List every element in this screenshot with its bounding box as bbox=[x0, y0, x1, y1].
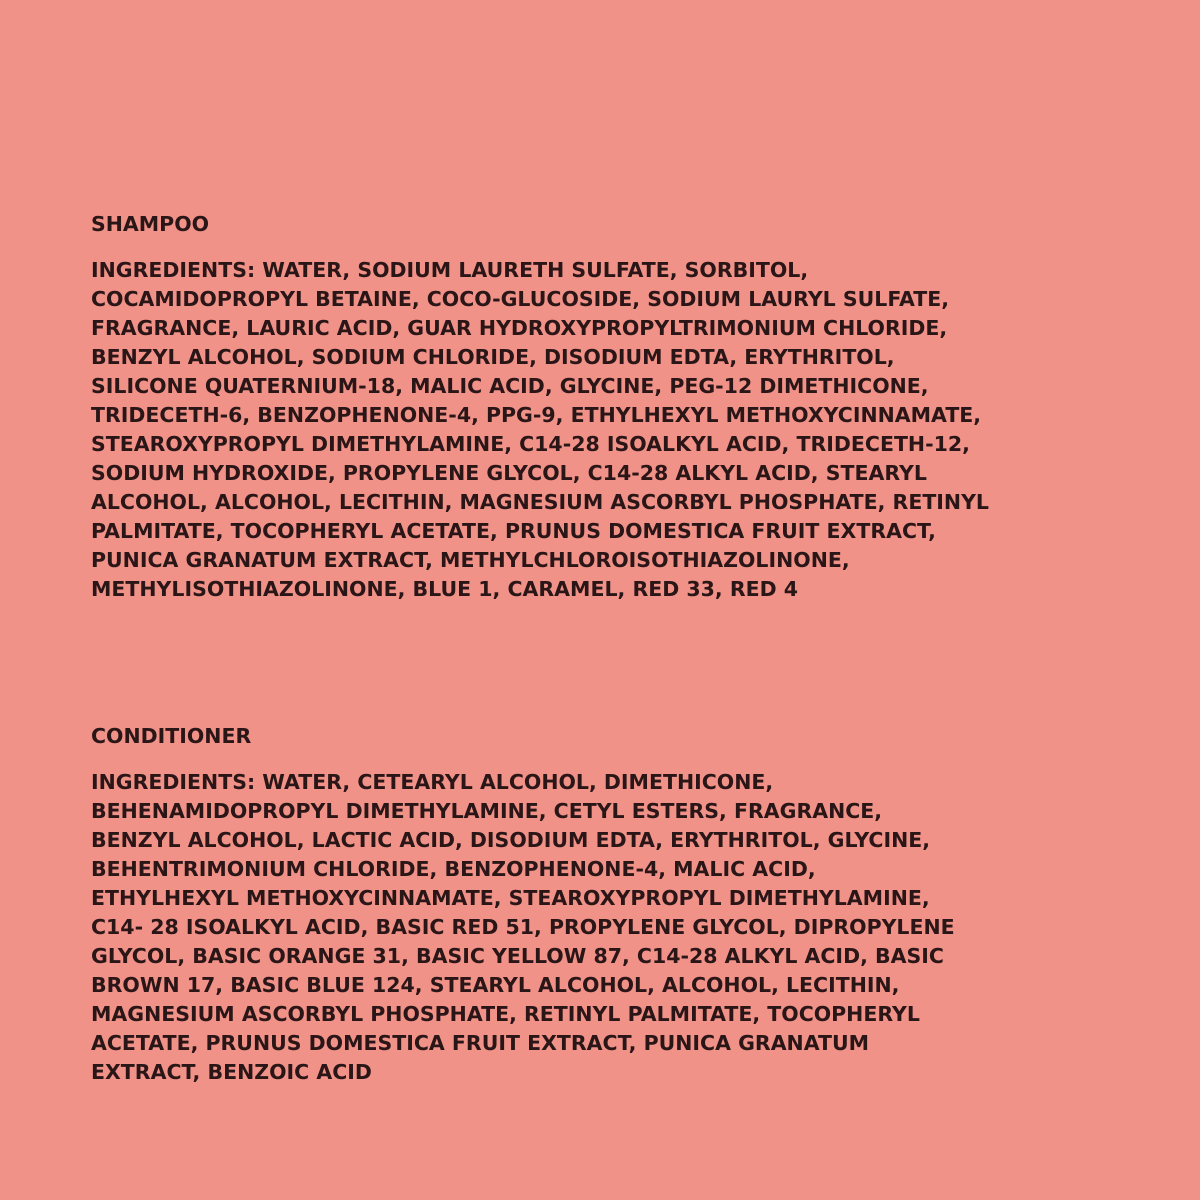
shampoo-ingredients-line: BENZYL ALCOHOL, SODIUM CHLORIDE, DISODIUM EDTA, ERYTHRITOL, bbox=[91, 345, 895, 369]
shampoo-ingredients-line: INGREDIENTS: WATER, SODIUM LAURETH SULFATE, SORBITOL, bbox=[91, 258, 809, 282]
shampoo-ingredients bbox=[91, 256, 1131, 604]
shampoo-ingredients-line: PALMITATE, TOCOPHERYL ACETATE, PRUNUS DOMESTICA FRUIT EXTRACT, bbox=[91, 519, 936, 543]
shampoo-ingredients-line: PUNICA GRANATUM EXTRACT, METHYLCHLOROISOTHIAZOLINONE, bbox=[91, 548, 850, 572]
conditioner-ingredients-line: C14- 28 ISOALKYL ACID, BASIC RED 51, PROPYLENE GLYCOL, DIPROPYLENE bbox=[91, 915, 955, 939]
conditioner-section bbox=[91, 722, 1131, 1087]
shampoo-ingredients-line: STEAROXYPROPYL DIMETHYLAMINE, C14-28 ISOALKYL ACID, TRIDECETH-12, bbox=[91, 432, 970, 456]
conditioner-ingredients-line: ACETATE, PRUNUS DOMESTICA FRUIT EXTRACT, PUNICA GRANATUM bbox=[91, 1031, 870, 1055]
conditioner-ingredients-line: EXTRACT, BENZOIC ACID bbox=[91, 1060, 372, 1084]
conditioner-ingredients-line: MAGNESIUM ASCORBYL PHOSPHATE, RETINYL PALMITATE, TOCOPHERYL bbox=[91, 1002, 920, 1026]
shampoo-ingredients-line: COCAMIDOPROPYL BETAINE, COCO-GLUCOSIDE, SODIUM LAURYL SULFATE, bbox=[91, 287, 950, 311]
conditioner-heading: CONDITIONER bbox=[91, 724, 252, 748]
shampoo-ingredients-line: SODIUM HYDROXIDE, PROPYLENE GLYCOL, C14-28 ALKYL ACID, STEARYL bbox=[91, 461, 927, 485]
conditioner-ingredients-line: BROWN 17, BASIC BLUE 124, STEARYL ALCOHOL, ALCOHOL, LECITHIN, bbox=[91, 973, 900, 997]
conditioner-ingredients bbox=[91, 768, 1131, 1087]
conditioner-ingredients-line: BEHENAMIDOPROPYL DIMETHYLAMINE, CETYL ESTERS, FRAGRANCE, bbox=[91, 799, 883, 823]
shampoo-ingredients-line: SILICONE QUATERNIUM-18, MALIC ACID, GLYCINE, PEG-12 DIMETHICONE, bbox=[91, 374, 929, 398]
shampoo-ingredients-line: FRAGRANCE, LAURIC ACID, GUAR HYDROXYPROPYLTRIMONIUM CHLORIDE, bbox=[91, 316, 948, 340]
shampoo-section bbox=[91, 210, 1131, 604]
conditioner-ingredients-line: ETHYLHEXYL METHOXYCINNAMATE, STEAROXYPROPYL DIMETHYLAMINE, bbox=[91, 886, 930, 910]
conditioner-ingredients-line: BEHENTRIMONIUM CHLORIDE, BENZOPHENONE-4, MALIC ACID, bbox=[91, 857, 816, 881]
shampoo-ingredients-line: TRIDECETH-6, BENZOPHENONE-4, PPG-9, ETHYLHEXYL METHOXYCINNAMATE, bbox=[91, 403, 982, 427]
shampoo-ingredients-line: ALCOHOL, ALCOHOL, LECITHIN, MAGNESIUM ASCORBYL PHOSPHATE, RETINYL bbox=[91, 490, 989, 514]
conditioner-ingredients-line: INGREDIENTS: WATER, CETEARYL ALCOHOL, DIMETHICONE, bbox=[91, 770, 774, 794]
conditioner-ingredients-line: BENZYL ALCOHOL, LACTIC ACID, DISODIUM EDTA, ERYTHRITOL, GLYCINE, bbox=[91, 828, 931, 852]
shampoo-heading: SHAMPOO bbox=[91, 212, 210, 236]
shampoo-ingredients-line: METHYLISOTHIAZOLINONE, BLUE 1, CARAMEL, RED 33, RED 4 bbox=[91, 577, 799, 601]
conditioner-ingredients-line: GLYCOL, BASIC ORANGE 31, BASIC YELLOW 87, C14-28 ALKYL ACID, BASIC bbox=[91, 944, 944, 968]
